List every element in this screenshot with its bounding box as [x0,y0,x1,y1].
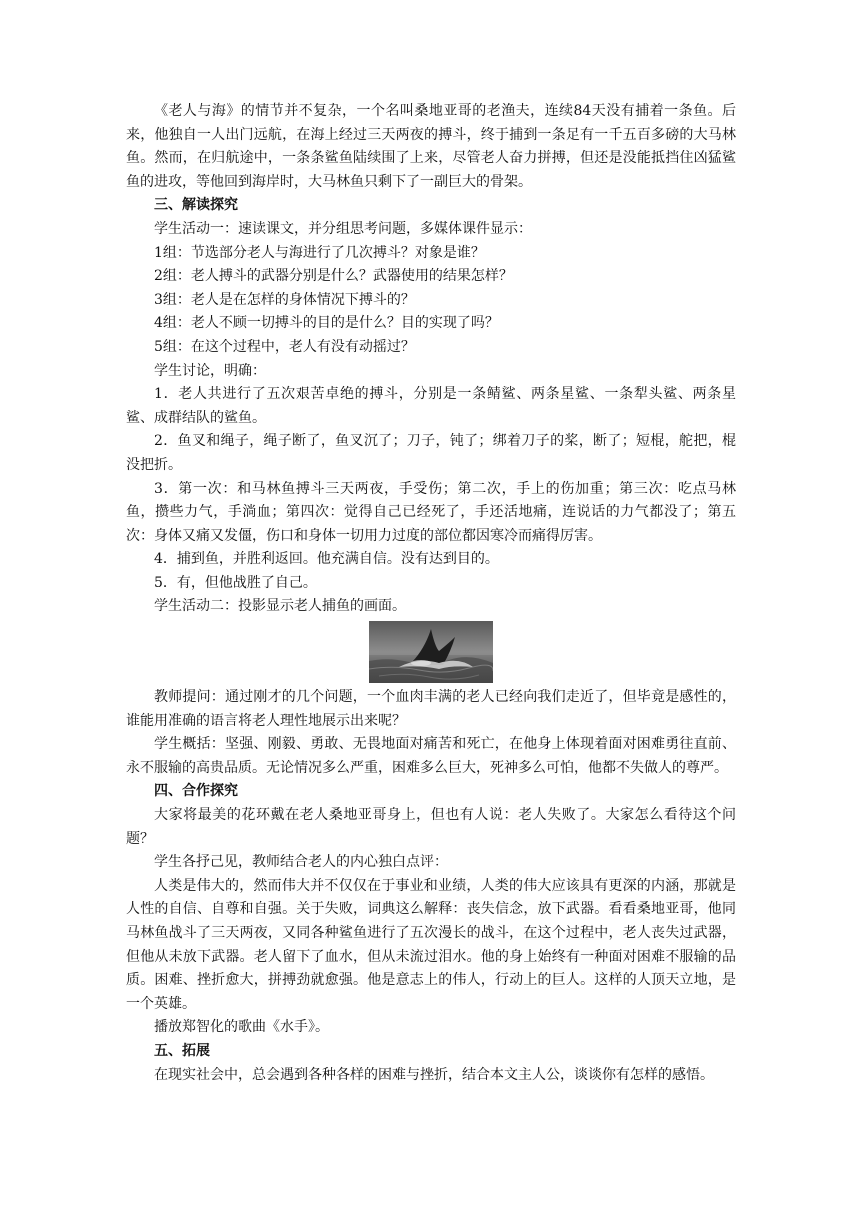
section-heading-3: 三、解读探究 [154,197,238,214]
section5-paragraph-1: 在现实社会中，总会遇到各种各样的困难与挫折，结合本文主人公，谈谈你有怎样的感悟。 [154,1066,714,1083]
group-question-3: 3组：老人是在怎样的身体情况下搏斗的？ [154,291,415,308]
answer-1: 1．老人共进行了五次艰苦卓绝的搏斗，分别是一条鲭鲨、两条星鲨、一条犁头鲨、两条星鲨、成群结队的鲨鱼。 [126,386,736,426]
section4-paragraph-2: 学生各抒己见，教师结合老人的内心独白点评： [154,854,448,871]
fishing-photo [369,621,493,683]
intro-paragraph: 《老人与海》的情节并不复杂，一个名叫桑地亚哥的老渔夫，连续84天没有捕着一条鱼。后来，他独自一人出门远航，在海上经过三天两夜的搏斗，终于捕到一条足有一千五百多磅的大马林鱼。然而，在归航途中，一条条鲨鱼陆续围了上来，尽管老人奋力拼搏，但还是没能抵挡住凶猛鲨鱼的进攻，等他回到海岸时，大马林鱼只剩下了一副巨大的骨架。 [126,103,736,190]
figure [126,621,736,683]
section4-paragraph-1: 大家将最美的花环戴在老人桑地亚哥身上，但也有人说：老人失败了。大家怎么看待这个问题？ [126,807,736,847]
group-question-1: 1组：节选部分老人与海进行了几次搏斗？对象是谁？ [154,244,485,261]
teacher-question: 教师提问：通过刚才的几个问题，一个血肉丰满的老人已经向我们走近了，但毕竟是感性的，谁能用准确的语言将老人理性地展示出来呢？ [126,689,736,729]
answer-2: 2．鱼叉和绳子，绳子断了，鱼叉沉了；刀子，钝了；绑着刀子的桨，断了；短棍，舵把，棍没把折。 [126,433,736,473]
answer-3: 3．第一次：和马林鱼搏斗三天两夜，手受伤；第二次，手上的伤加重；第三次：吃点马林鱼，攒些力气，手淌血；第四次：觉得自己已经死了，手还活地痛，连说话的力气都没了；第五次：身体又痛又发僵，伤口和身体一切用力过度的部位都因寒冷而痛得厉害。 [126,480,736,544]
group-question-4: 4组：老人不顾一切搏斗的目的是什么？目的实现了吗？ [154,315,499,332]
answer-5: 5．有，但他战胜了自己。 [154,574,317,591]
answer-4: 4．捕到鱼，并胜利返回。他充满自信。没有达到目的。 [154,551,499,568]
discussion-text: 学生讨论，明确： [154,362,266,379]
group-question-5: 5组：在这个过程中，老人有没有动摇过？ [154,338,415,355]
section-heading-5: 五、拓展 [154,1042,210,1059]
student-summary: 学生概括：坚强、刚毅、勇敢、无畏地面对痛苦和死亡，在他身上体现着面对困难勇往直前、永不服输的高贵品质。无论情况多么严重，困难多么巨大，死神多么可怕，他都不失做人的尊严。 [126,736,736,776]
section4-paragraph-4: 播放郑智化的歌曲《水手》。 [154,1019,329,1036]
activity-1-text: 学生活动一：速读课文，并分组思考问题，多媒体课件显示： [154,220,532,237]
group-question-2: 2组：老人搏斗的武器分别是什么？武器使用的结果怎样？ [154,268,513,285]
document-page [126,100,736,1087]
section4-paragraph-3: 人类是伟大的，然而伟大并不仅仅在于事业和业绩，人类的伟大应该具有更深的内涵，那就是人性的自信、自尊和自强。关于失败，词典这么解释：丧失信念，放下武器。看看桑地亚哥，他同马林鱼战斗了三天两夜，又同各种鲨鱼进行了五次漫长的战斗，在这个过程中，老人丧失过武器，但他从未放下武器。老人留下了血水，但从未流过泪水。他的身上始终有一种面对困难不服输的品质。困难、挫折愈大，拼搏劲就愈强。他是意志上的伟人，行动上的巨人。这样的人顶天立地，是一个英雄。 [126,877,736,1012]
activity-2-text: 学生活动二：投影显示老人捕鱼的画面。 [154,598,406,615]
section-heading-4: 四、合作探究 [154,783,238,800]
